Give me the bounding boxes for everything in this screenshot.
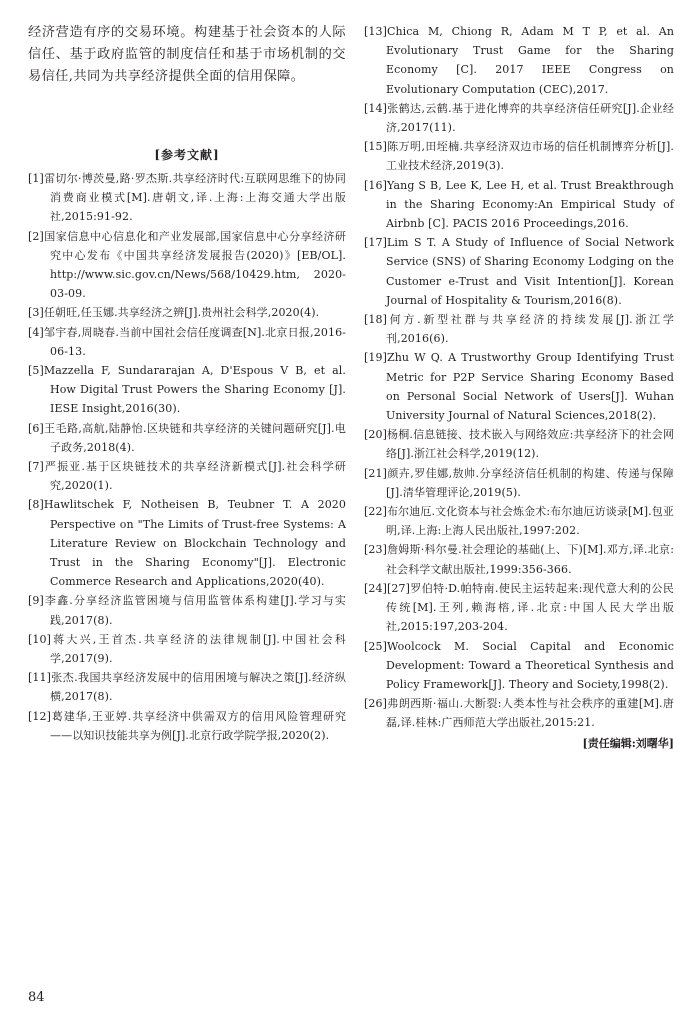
reference-item: [15]陈万明,田垤楠.共享经济双边市场的信任机制博弈分析[J].工业技术经济,2019(3). [364,140,674,173]
reference-item: [22]布尔迪厄.文化资本与社会炼金术:布尔迪厄访谈录[M].包亚明,译.上海:上海人民出版社,1997:202. [364,505,674,538]
reference-item: [18]何方.新型社群与共享经济的持续发展[J].浙江学刊,2016(6). [364,313,674,346]
reference-item: [16]Yang S B, Lee K, Lee H, et al. Trust Breakthrough in the Sharing Economy:An Empirical Study of Airbnb [C]. PACIS 2016 Proceedings,2016. [364,178,674,231]
right-column [364,22,674,751]
reference-item: [12]葛建华,王亚婷.共享经济中供需双方的信用风险管理研究——以知识技能共享为例[J].北京行政学院学报,2020(2). [28,709,346,742]
reference-item: [11]张杰.我国共享经济发展中的信用困境与解决之策[J].经济纵横,2017(8). [28,671,346,704]
reference-item: [8]Hawlitschek F, Notheisen B, Teubner T. A 2020 Perspective on "The Limits of Trust-free Systems: A Literature Review on Blockchain Technology and Trust in the Sharing Economy"[J]. Electronic Commerce Research and Applications,2020(40). [28,498,346,589]
reference-item: [2]国家信息中心信息化和产业发展部,国家信息中心分享经济研究中心发布《中国共享经济发展报告(2020)》[EB/OL]. http://www.sic.gov.cn/News/568/10429.htm, 2020-03-09. [28,229,346,301]
reference-item: [13]Chica M, Chiong R, Adam M T P, et al. An Evolutionary Trust Game for the Sharing Economy [C]. 2017 IEEE Congress on Evolutionary Computation (CEC),2017. [364,25,674,96]
reference-item: [21]颜卉,罗佳娜,敖帅.分享经济信任机制的构建、传递与保障[J].清华管理评论,2019(5). [364,466,674,499]
reference-item: [14]张鹤达,云鹤.基于进化博弈的共享经济信任研究[J].企业经济,2017(11). [364,101,674,135]
reference-item: [24][27]罗伯特·D.帕特南.使民主运转起来:现代意大利的公民传统[M].王列,赖海榕,译.北京:中国人民大学出版社,2015:197,203-204. [364,581,674,634]
reference-item: [23]詹姆斯·科尔曼.社会理论的基础(上、下)[M].邓方,译.北京:社会科学文献出版社,1999:356-366. [364,543,674,576]
reference-item: [19]Zhu W Q. A Trustworthy Group Identifying Trust Metric for P2P Service Sharing Economy Based on Personal Social Network of Users[J]. Wuhan University Journal of Natural Sciences,2018(2). [364,351,674,423]
reference-item: [3]任朝旺,任玉娜.共享经济之辨[J].贵州社会科学,2020(4). [28,306,320,320]
reference-item: [5]Mazzella F, Sundararajan A, D'Espous V B, et al. How Digital Trust Powers the Sharing Economy [J]. IESE Insight,2016(30). [28,364,346,416]
reference-item: [9]李鑫.分享经济监管困境与信用监管体系构建[J].学习与实践,2017(8). [28,594,346,627]
reference-item: [4]邹宇春,周晓春.当前中国社会信任度调查[N].北京日报,2016-06-13. [28,325,346,358]
reference-item: [17]Lim S T. A Study of Influence of Social Network Service (SNS) of Sharing Economy Lodging on the Customer e-Trust and Visit Intention[J]. Korean Journal of Hospitality & Tourism,2016(8). [364,236,674,307]
page-number: 84 [28,990,45,1005]
reference-item: [6]王毛路,高航,陆静怡.区块链和共享经济的关键问题研究[J].电子政务,2018(4). [28,421,346,454]
reference-item: [25]Woolcock M. Social Capital and Economic Development: Toward a Theoretical Synthesis and Policy Framework[J]. Theory and Society,1998(2). [364,639,674,691]
reference-item: [7]严振亚.基于区块链技术的共享经济新模式[J].社会科学研究,2020(1). [28,460,346,493]
intro-paragraph: 经济营造有序的交易环境。构建基于社会资本的人际信任、基于政府监管的制度信任和基于市场机制的交易信任,共同为共享经济提供全面的信用保障。 [28,25,346,84]
left-column [28,22,346,745]
references-heading: [参考文献] [154,148,220,162]
reference-item: [26]弗朗西斯·福山.大断裂:人类本性与社会秩序的重建[M].唐磊,译.桂林:广西师范大学出版社,2015:21. [364,697,674,730]
responsible-editor: [责任编辑:刘曙华] [582,736,674,750]
reference-item: [10]蒋大兴,王首杰.共享经济的法律规制[J].中国社会科学,2017(9). [28,632,346,666]
reference-item: [20]杨桐.信息链接、技术嵌入与网络效应:共享经济下的社会网络[J].浙江社会科学,2019(12). [364,428,674,461]
reference-item: [1]雷切尔·博茨曼,路·罗杰斯.共享经济时代:互联网思维下的协同消费商业模式[M].唐朝文,译.上海:上海交通大学出版社,2015:91-92. [28,172,346,224]
